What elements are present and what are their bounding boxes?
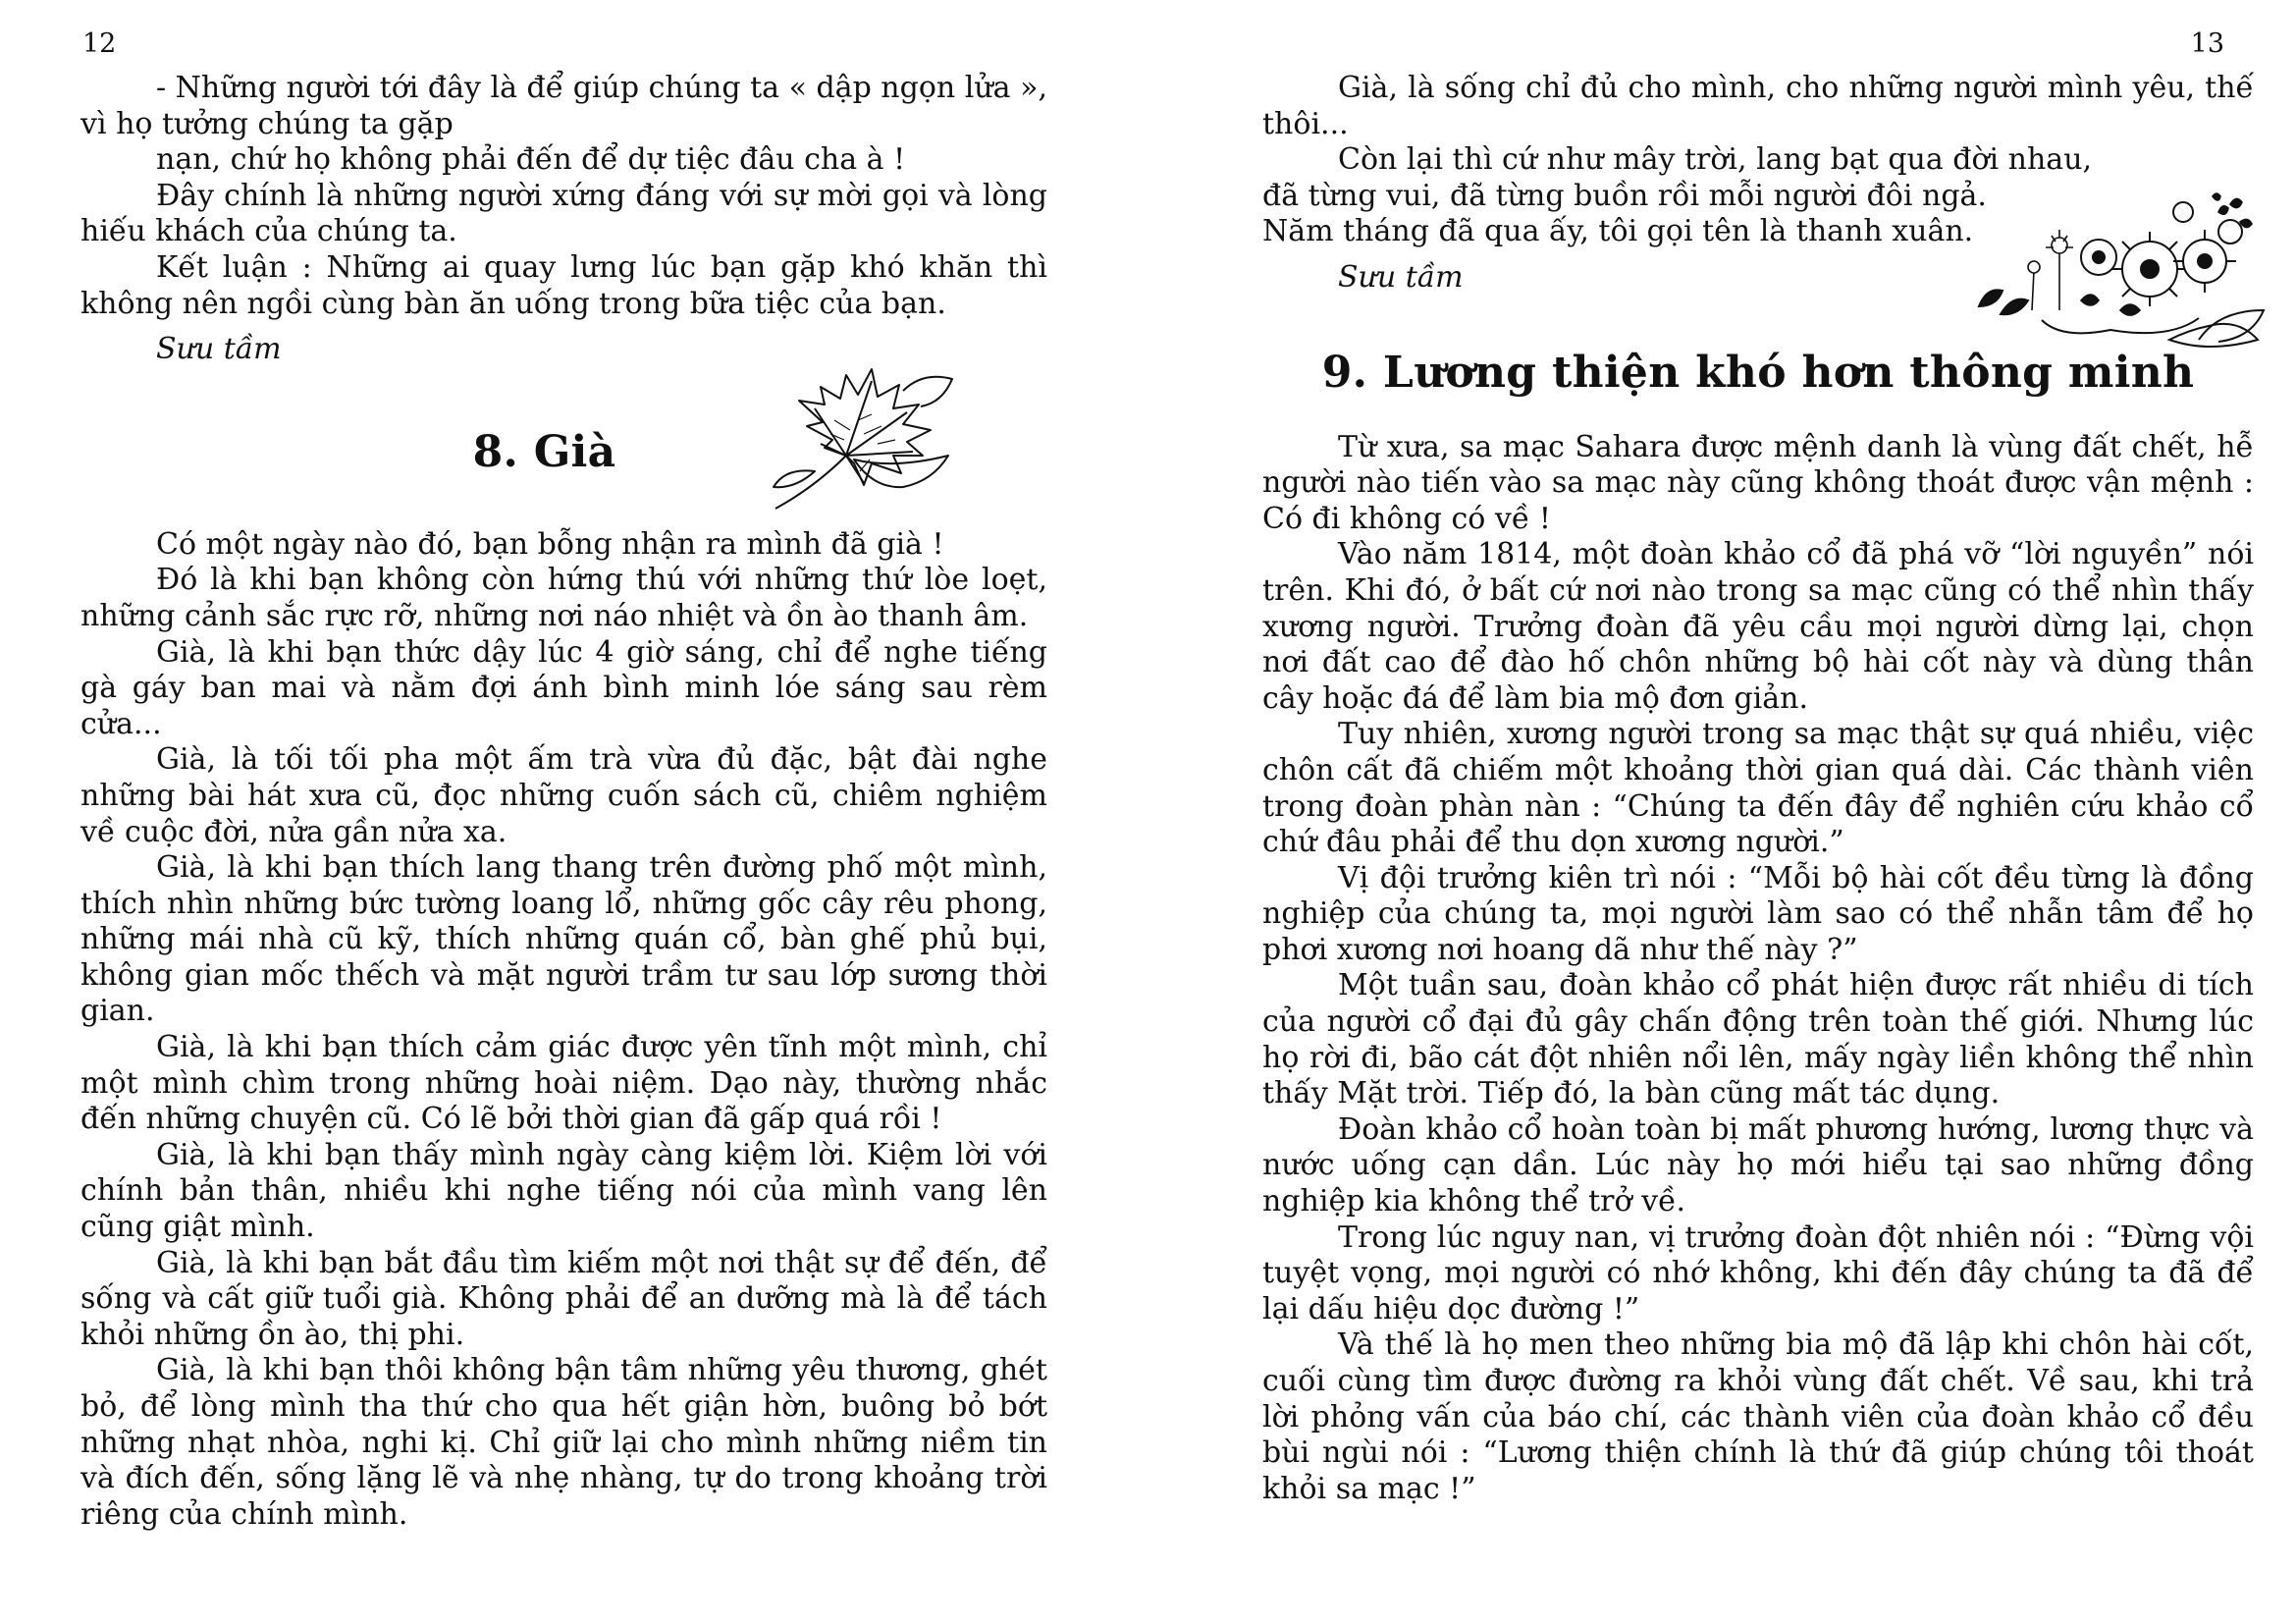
body-paragraph: Vào năm 1814, một đoàn khảo cổ đã phá vỡ “lời nguyền” nói trên. Khi đó, ở bất cứ nơi nào trong sa mạc cũng có thể nhìn thấy xương người. Trưởng đoàn đã yêu cầu mọi người dừng lại, chọn nơi đất cao để đào hố chôn những bộ hài cốt này và dùng thân cây hoặc đá để làm bia mộ đơn giản. [1262,537,2254,716]
body-paragraph: Một tuần sau, đoàn khảo cổ phát hiện được rất nhiều di tích của người cổ đại đủ gây chấn động trên toàn thế giới. Nhưng lúc họ rời đi, bão cát đột nhiên nổi lên, mấy ngày liền không thể nhìn thấy Mặt trời. Tiếp đó, la bàn cũng mất tác dụng. [1262,968,2254,1111]
body-paragraph: Đó là khi bạn không còn hứng thú với những thứ lòe loẹt, những cảnh sắc rực rỡ, những nơi náo nhiệt và ồn ào thanh âm. [80,563,1047,633]
body-paragraph: Già, là khi bạn thích cảm giác được yên tĩnh một mình, chỉ một mình chìm trong những hoài niệm. Dạo này, thường nhắc đến những chuyện cũ. Có lẽ bởi thời gian đã gấp quá rồi ! [80,1030,1047,1137]
right-page [1148,0,2296,1624]
body-paragraph: Tuy nhiên, xương người trong sa mạc thật sự quá nhiều, việc chôn cất đã chiếm một khoảng thời gian quá dài. Các thành viên trong đoàn phàn nàn : “Chúng ta đến đây để nghiên cứu khảo cổ chứ đâu phải để thu dọn xương người.” [1262,717,2254,860]
body-paragraph: Vị đội trưởng kiên trì nói : “Mỗi bộ hài cốt đều từng là đồng nghiệp của chúng ta, mọi người làm sao có thể nhẫn tâm để họ phơi xương nơi hoang dã như thế này ?” [1262,860,2254,967]
body-paragraph: Trong lúc nguy nan, vị trưởng đoàn đột nhiên nói : “Đừng vội tuyệt vọng, mọi người có nhớ không, khi đến đây chúng ta đã để lại dấu hiệu dọc đường !” [1262,1219,2254,1326]
page-number: 13 [2190,28,2224,59]
page-number: 12 [82,28,117,59]
maple-leaf-illustration [756,361,962,518]
intro-paragraph: Đây chính là những người xứng đáng với sự mời gọi và lòng hiếu khách của chúng ta. [80,178,1047,249]
body-paragraph: Già, là tối tối pha một ấm trà vừa đủ đặc, bật đài nghe những bài hát xưa cũ, đọc những cuốn sách cũ, chiêm nghiệm về cuộc đời, nửa gần nửa xa. [80,742,1047,849]
intro-paragraph: Già, là sống chỉ đủ cho mình, cho những người mình yêu, thế thôi... [1262,71,2254,141]
body-paragraph: Già, là khi bạn thức dậy lúc 4 giờ sáng, chỉ để nghe tiếng gà gáy ban mai và nằm đợi ánh bình minh lóe sáng sau rèm cửa... [80,634,1047,741]
body-paragraph: Và thế là họ men theo những bia mộ đã lập khi chôn hài cốt, cuối cùng tìm được đường ra khỏi vùng đất chết. Về sau, khi trả lời phỏng vấn của báo chí, các thành viên của đoàn khảo cổ đều bùi ngùi nói : “Lương thiện chính là thứ đã giúp chúng tôi thoát khỏi sa mạc !” [1262,1327,2254,1506]
intro-paragraph: nạn, chứ họ không phải đến để dự tiệc đâu cha à ! [156,142,906,178]
body-paragraph: Có một ngày nào đó, bạn bỗng nhận ra mình đã già ! [156,526,944,562]
body-paragraph: Đoàn khảo cổ hoàn toàn bị mất phương hướng, lương thực và nước uống cạn dần. Lúc này họ mới hiểu tại sao những đồng nghiệp kia không thể trở về. [1262,1111,2254,1219]
verse-paragraph: Còn lại thì cứ như mây trời, lang bạt qua đời nhau, đã từng vui, đã từng buồn rồi mỗi người đôi ngả. Năm tháng đã qua ấy, tôi gọi tên là thanh xuân. [1262,142,2093,249]
left-text-column [80,71,1047,1533]
body-paragraph: Già, là khi bạn thích lang thang trên đường phố một mình, thích nhìn những bức tường loang lổ, những gốc cây rêu phong, những mái nhà cũ kỹ, thích những quán cổ, bàn ghế phủ bụi, không gian mốc thếch và mặt người trầm tư sau lớp sương thời gian. [80,850,1047,1029]
body-paragraph: Già, là khi bạn bắt đầu tìm kiếm một nơi thật sự để đến, để sống và cất giữ tuổi già. Không phải để an dưỡng mà là để tách khỏi những ồn ào, thị phi. [80,1245,1047,1352]
body-paragraph: Già, là khi bạn thôi không bận tâm những yêu thương, ghét bỏ, để lòng mình tha thứ cho qua hết giận hờn, buông bỏ bớt những nhạt nhòa, nghi kị. Chỉ giữ lại cho mình những niềm tin và đích đến, sống lặng lẽ và nhẹ nhàng, tự do trong khoảng trời riêng của chính mình. [80,1353,1047,1532]
chapter-title: 8. Già [472,426,616,477]
body-paragraph: Già, là khi bạn thấy mình ngày càng kiệm lời. Kiệm lời với chính bản thân, nhiều khi nghe tiếng nói của mình vang lên cũng giật mình. [80,1137,1047,1245]
chapter-title: 9. Lương thiện khó hơn thông minh [1321,347,2195,398]
intro-paragraph: Kết luận : Những ai quay lưng lúc bạn gặp khó khăn thì không nên ngồi cùng bàn ăn uống trong bữa tiệc của bạn. [80,249,1047,321]
flower-bouquet-illustration [1973,192,2268,353]
source-credit: Sưu tầm [1338,259,1464,295]
source-credit: Sưu tầm [156,332,282,367]
intro-paragraph: - Những người tới đây là để giúp chúng ta « dập ngọn lửa », vì họ tưởng chúng ta gặp [80,71,1047,141]
body-paragraph: Từ xưa, sa mạc Sahara được mệnh danh là vùng đất chết, hễ người nào tiến vào sa mạc này cũng không thoát được vận mệnh : Có đi không có về ! [1262,429,2254,536]
